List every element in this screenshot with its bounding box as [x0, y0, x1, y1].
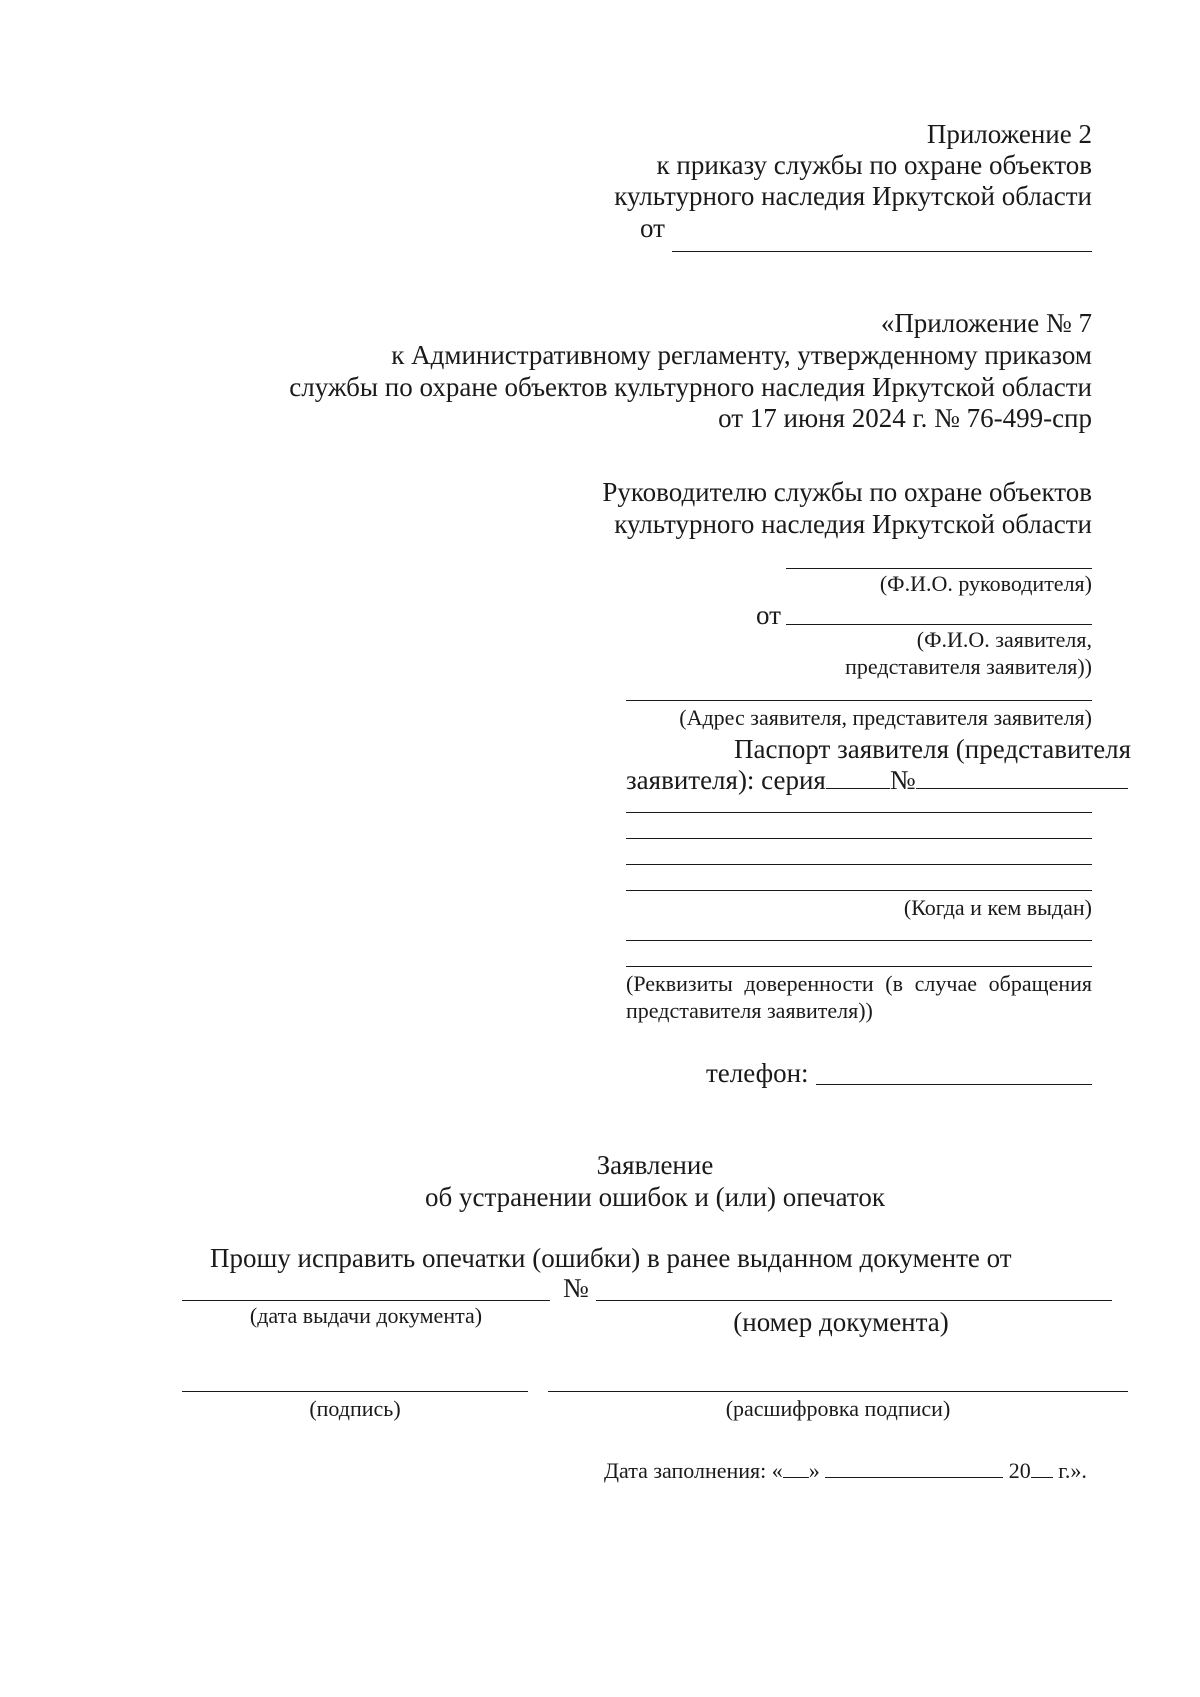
- request-text: Прошу исправить опечатки (ошибки) в ранее выданном документе от: [210, 1243, 1012, 1273]
- passport-label: Паспорт заявителя (представителя: [734, 734, 1132, 764]
- applicant-name-line: [786, 624, 1092, 625]
- addressee-line-2: культурного наследия Иркутской области: [614, 509, 1092, 539]
- fill-date-month-line: [825, 1457, 1003, 1478]
- appendix-7-regulation: к Административному регламенту, утвержденному приказом: [391, 340, 1092, 370]
- fill-date-year-prefix: 20: [1008, 1458, 1031, 1483]
- proxy-line-2: [626, 966, 1092, 967]
- fill-date-day-line: [783, 1457, 809, 1478]
- addressee-line-1: Руководителю службы по охране объектов: [602, 477, 1092, 507]
- passport-series-line: [826, 766, 890, 789]
- address-caption: (Адрес заявителя, представителя заявителя): [679, 705, 1092, 730]
- fill-date-year-line: [1031, 1457, 1053, 1478]
- issued-line-1: [626, 812, 1092, 813]
- applicant-caption-2: представителя заявителя)): [845, 654, 1092, 679]
- fill-date-label: Дата заполнения: «: [604, 1458, 783, 1483]
- signature-decode-line: [548, 1391, 1128, 1392]
- signature-caption: (подпись): [309, 1396, 401, 1421]
- appendix-7-date: от 17 июня 2024 г. № 76-499-спр: [718, 403, 1092, 433]
- passport-series-label: заявителя): серия: [626, 765, 826, 795]
- head-name-caption: (Ф.И.О. руководителя): [879, 571, 1092, 596]
- order-date-line: [672, 251, 1092, 252]
- fill-date-row: [604, 1457, 1087, 1485]
- signature-line: [182, 1391, 528, 1392]
- issued-line-2: [626, 838, 1092, 839]
- proxy-caption-2: представителя заявителя)): [626, 998, 873, 1023]
- issued-caption: (Когда и кем выдан): [903, 895, 1092, 920]
- order-date-label: от: [640, 213, 665, 243]
- applicant-caption-1: (Ф.И.О. заявителя,: [916, 627, 1092, 652]
- document-number-sign: №: [563, 1273, 589, 1303]
- fill-date-quote: »: [808, 1458, 820, 1483]
- phone-line: [816, 1084, 1092, 1085]
- head-name-line: [786, 568, 1092, 569]
- issue-date-line: [182, 1300, 550, 1301]
- proxy-line-1: [626, 940, 1092, 941]
- appendix-7-title: «Приложение № 7: [880, 308, 1092, 338]
- appendix-service-name: культурного наследия Иркутской области: [614, 181, 1092, 211]
- phone-label: телефон:: [706, 1058, 809, 1088]
- passport-series-row: [626, 763, 1128, 797]
- from-label: от: [756, 600, 781, 630]
- document-number-line: [596, 1300, 1112, 1301]
- appendix-title: Приложение 2: [926, 119, 1092, 149]
- passport-number-line: [916, 766, 1128, 789]
- issued-line-4: [626, 890, 1092, 891]
- address-line: [626, 700, 1092, 701]
- signature-decode-caption: (расшифровка подписи): [725, 1396, 951, 1421]
- fill-date-suffix: г.».: [1058, 1458, 1087, 1483]
- document-number-caption: (номер документа): [733, 1307, 949, 1337]
- statement-subtitle: об устранении ошибок и (или) опечаток: [425, 1182, 885, 1212]
- issue-date-caption: (дата выдачи документа): [249, 1303, 483, 1328]
- passport-number-sign: №: [889, 765, 916, 795]
- appendix-7-service: службы по охране объектов культурного наследия Иркутской области: [289, 372, 1092, 402]
- appendix-to-order: к приказу службы по охране объектов: [656, 150, 1092, 180]
- issued-line-3: [626, 864, 1092, 865]
- statement-title: Заявление: [596, 1150, 714, 1180]
- proxy-caption-1: (Реквизиты доверенности (в случае обращения: [626, 971, 1092, 996]
